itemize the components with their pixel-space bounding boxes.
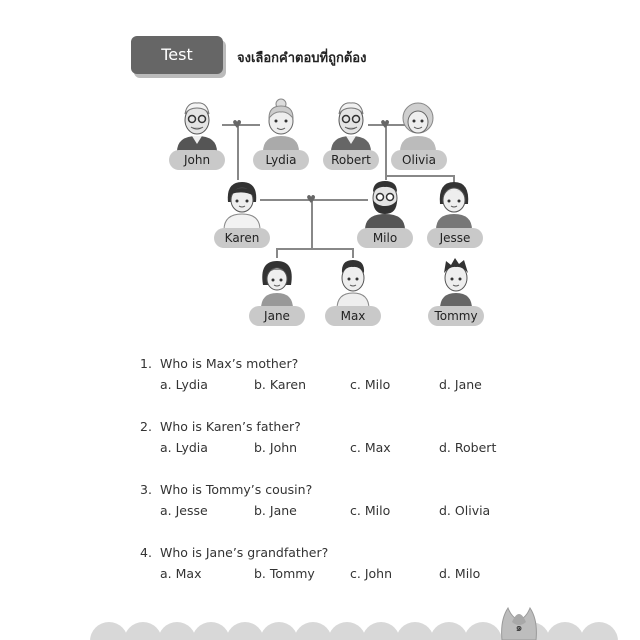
option-d[interactable]: d. Jane [439, 377, 482, 392]
person-label-john: John [169, 150, 225, 170]
option-c[interactable]: c. Max [350, 440, 391, 455]
avatar-jane [249, 255, 305, 309]
question-4 [140, 545, 328, 560]
option-a[interactable]: a. Jesse [160, 503, 208, 518]
descent-line-robert-milo [385, 124, 387, 180]
avatar-olivia [390, 98, 446, 152]
girl-pigtails-icon [249, 255, 305, 309]
boy-short-hair-icon [325, 255, 381, 309]
option-c[interactable]: c. Milo [350, 503, 391, 518]
option-b[interactable]: b. Tommy [254, 566, 315, 581]
grandfather-glasses-icon [323, 98, 379, 152]
page-number: ๑ [515, 621, 523, 634]
option-c[interactable]: c. Milo [350, 377, 391, 392]
man-beard-glasses-icon [357, 176, 413, 230]
question-number: 4. [140, 545, 152, 560]
woman-short-hair-icon [426, 176, 482, 230]
option-d[interactable]: d. Olivia [439, 503, 491, 518]
option-c[interactable]: c. John [350, 566, 393, 581]
question-3 [140, 482, 312, 497]
avatar-tommy [428, 255, 484, 309]
person-label-olivia: Olivia [391, 150, 447, 170]
boy-spiky-hair-icon [428, 255, 484, 309]
question-2 [140, 419, 301, 434]
person-label-jane: Jane [249, 306, 305, 326]
option-b[interactable]: b. Jane [254, 503, 297, 518]
descent-line-children [311, 199, 313, 249]
avatar-john [169, 98, 225, 152]
instruction-text: จงเลือกคำตอบที่ถูกต้อง [237, 51, 367, 66]
avatar-robert [323, 98, 379, 152]
person-label-robert: Robert [323, 150, 379, 170]
question-text: Who is Max’s mother? [160, 356, 299, 371]
avatar-milo [357, 176, 413, 230]
grandmother-bun-icon [253, 98, 309, 152]
avatar-lydia [253, 98, 309, 152]
descent-line-john-karen [237, 124, 239, 180]
sibling-line-jane-max [276, 248, 353, 250]
person-label-karen: Karen [214, 228, 270, 248]
person-label-jesse: Jesse [427, 228, 483, 248]
option-b[interactable]: b. Karen [254, 377, 307, 392]
question-text: Who is Karen’s father? [160, 419, 301, 434]
test-tab-label: Test [161, 45, 193, 64]
grandmother-curly-icon [390, 98, 446, 152]
person-label-max: Max [325, 306, 381, 326]
question-1 [140, 356, 298, 371]
grandfather-glasses-icon [169, 98, 225, 152]
avatar-karen [214, 176, 270, 230]
avatar-max [325, 255, 381, 309]
question-number: 3. [140, 482, 152, 497]
heart-icon: ♥ [232, 118, 242, 131]
option-a[interactable]: a. Lydia [160, 440, 208, 455]
person-label-tommy: Tommy [428, 306, 484, 326]
avatar-jesse [426, 176, 482, 230]
question-text: Who is Jane’s grandfather? [160, 545, 329, 560]
option-d[interactable]: d. Robert [439, 440, 497, 455]
heart-icon: ♥ [380, 118, 390, 131]
question-text: Who is Tommy’s cousin? [160, 482, 313, 497]
option-d[interactable]: d. Milo [439, 566, 481, 581]
question-number: 2. [140, 419, 152, 434]
option-b[interactable]: b. John [254, 440, 298, 455]
woman-short-hair-icon [214, 176, 270, 230]
option-a[interactable]: a. Max [160, 566, 202, 581]
question-number: 1. [140, 356, 152, 371]
person-label-milo: Milo [357, 228, 413, 248]
option-a[interactable]: a. Lydia [160, 377, 208, 392]
heart-icon: ♥ [306, 193, 316, 206]
page-number-badge [498, 602, 540, 640]
person-label-lydia: Lydia [253, 150, 309, 170]
